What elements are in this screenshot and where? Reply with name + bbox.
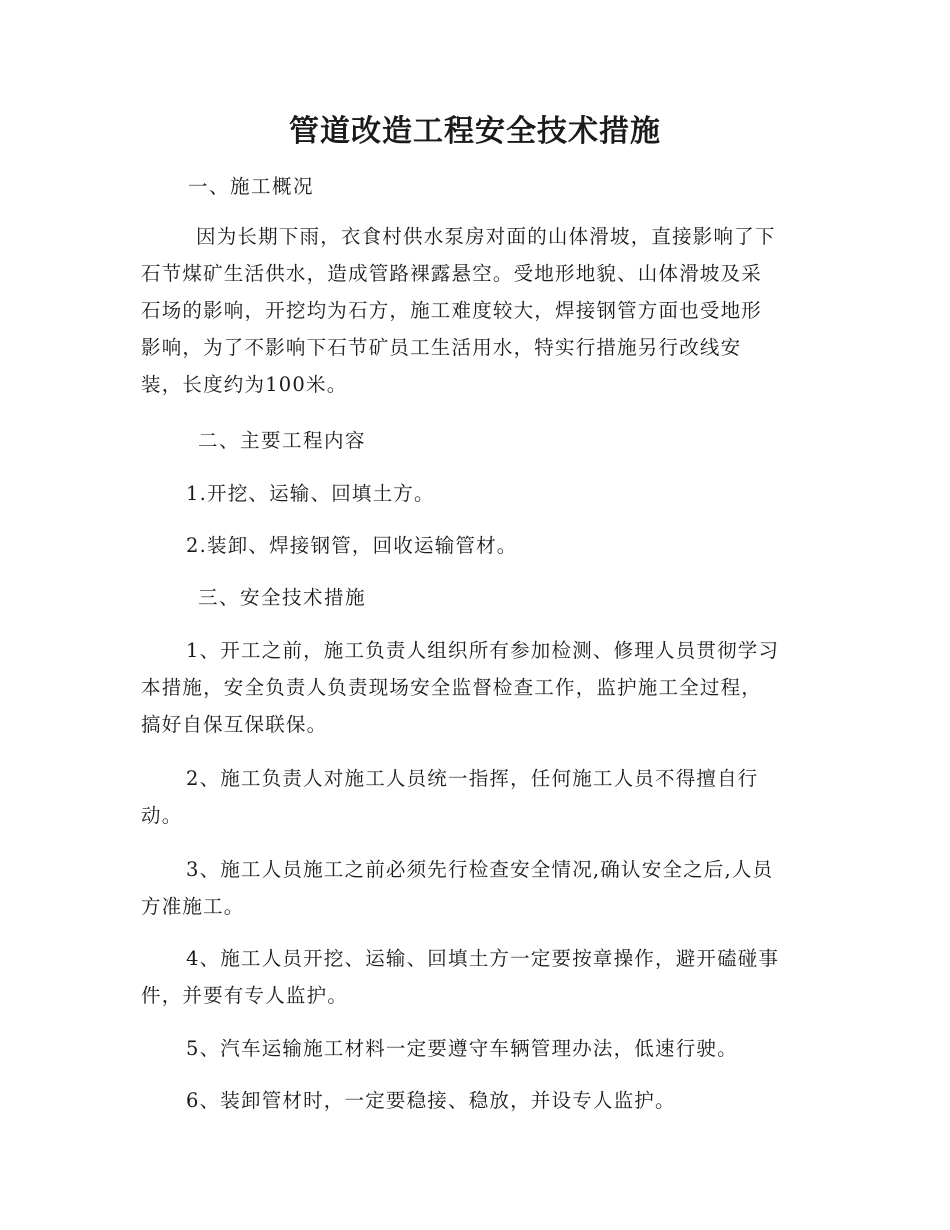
section-heading-main-works: 二、主要工程内容 (198, 429, 367, 452)
safety-item-1-line-1: 1、开工之前，施工负责人组织所有参加检测、修理人员贯彻学习 (186, 639, 780, 662)
safety-item-2-line-1: 2、施工负责人对施工人员统一指挥，任何施工人员不得擅自行 (186, 767, 759, 790)
overview-line-1: 因为长期下雨，衣食村供水泵房对面的山体滑坡，直接影响了下 (196, 225, 776, 248)
safety-item-5: 5、汽车运输施工材料一定要遵守车辆管理办法，低速行驶。 (186, 1037, 738, 1060)
safety-item-1-line-3: 搞好自保互保联保。 (141, 713, 328, 736)
main-works-item-1: 1.开挖、运输、回填土方。 (186, 482, 435, 505)
safety-item-3-line-2: 方准施工。 (141, 895, 245, 918)
document-title: 管道改造工程安全技术措施 (289, 114, 661, 149)
safety-item-1-line-2: 本措施，安全负责人负责现场安全监督检查工作，监护施工全过程， (141, 676, 763, 699)
safety-item-6: 6、装卸管材时，一定要稳接、稳放，并设专人监护。 (186, 1089, 676, 1112)
overview-line-2: 石节煤矿生活供水，造成管路裸露悬空。受地形地貌、山体滑坡及采 (141, 262, 763, 285)
safety-item-4-line-1: 4、施工人员开挖、运输、回填土方一定要按章操作，避开磕碰事 (186, 947, 780, 970)
overview-line-3: 石场的影响，开挖均为石方，施工难度较大，焊接钢管方面也受地形 (141, 299, 763, 322)
overview-line-5: 装，长度约为100米。 (141, 373, 348, 396)
section-heading-safety-measures: 三、安全技术措施 (198, 586, 367, 609)
safety-item-2-line-2: 动。 (141, 804, 183, 827)
overview-line-4: 影响，为了不影响下石节矿员工生活用水，特实行措施另行改线安 (141, 336, 742, 359)
safety-item-3-line-1: 3、施工人员施工之前必须先行检查安全情况,确认安全之后,人员 (186, 858, 774, 881)
safety-item-4-line-2: 件，并要有专人监护。 (141, 984, 349, 1007)
section-heading-overview: 一、施工概况 (188, 175, 315, 198)
main-works-item-2: 2.装卸、焊接钢管，回收运输管材。 (186, 534, 518, 557)
